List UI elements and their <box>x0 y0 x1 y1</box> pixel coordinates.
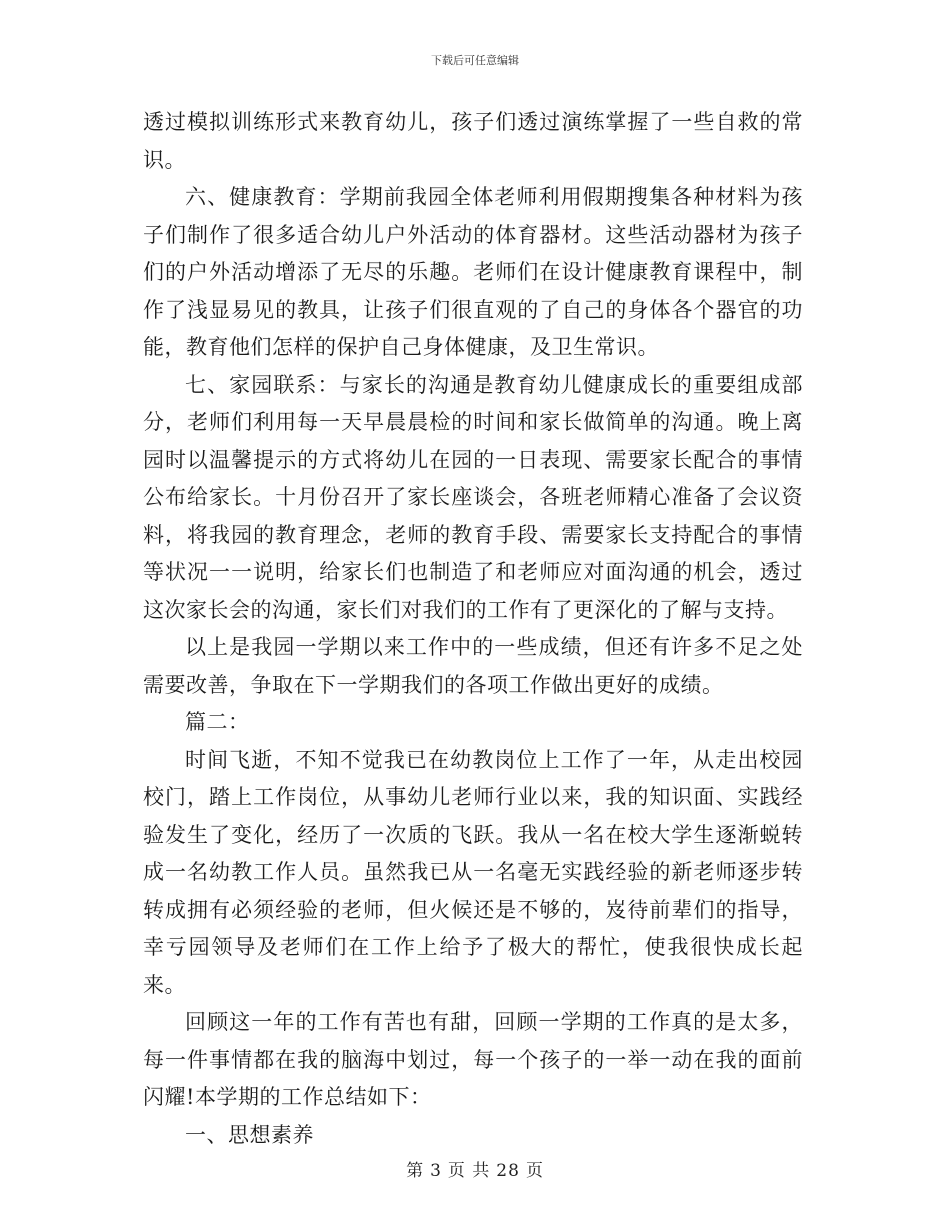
page-header: 下载后可任意编辑 <box>431 54 519 67</box>
footer-middle: 页 共 <box>447 1161 491 1181</box>
paragraph-3: 七、家园联系：与家长的沟通是教育幼儿健康成长的重要组成部分，老师们利用每一天早晨晨检的时间和家长做简单的沟通。晚上离园时以温馨提示的方式将幼儿在园的一日表现、需要家长配合的事情公布给家长。十月份召开了家长座谈会，各班老师精心准备了会议资料，将我园的教育理念，老师的教育手段、需要家长支持配合的事情等状况一一说明，给家长们也制造了和老师应对面沟通的机会，透过这次家长会的沟通，家长们对我们的工作有了更深化的了解与支持。 <box>143 372 803 622</box>
footer-prefix: 第 <box>406 1161 425 1181</box>
page-footer <box>0 1156 950 1181</box>
paragraph-6: 回顾这一年的工作有苦也有甜，回顾一学期的工作真的是太多，每一件事情都在我的脑海中划过，每一个孩子的一举一动在我的面前闪耀!本学期的工作总结如下： <box>143 1010 803 1109</box>
footer-page-number: 3 <box>430 1161 442 1181</box>
paragraph-1: 透过模拟训练形式来教育幼儿，孩子们透过演练掌握了一些自救的常识。 <box>143 110 803 172</box>
paragraph-2: 六、健康教育：学期前我园全体老师利用假期搜集各种材料为孩子们制作了很多适合幼儿户外活动的体育器材。这些活动器材为孩子们的户外活动增添了无尽的乐趣。老师们在设计健康教育课程中，制作了浅显易见的教具，让孩子们很直观的了自己的身体各个器官的功能，教育他们怎样的保护自己身体健康，及卫生常识。 <box>143 185 803 359</box>
footer-total-pages: 28 <box>496 1161 520 1181</box>
section-heading-part-two: 篇二： <box>185 710 250 734</box>
footer-suffix: 页 <box>525 1161 544 1181</box>
paragraph-5: 时间飞逝，不知不觉我已在幼教岗位上工作了一年，从走出校园校门，踏上工作岗位，从事幼儿老师行业以来，我的知识面、实践经验发生了变化，经历了一次质的飞跃。我从一名在校大学生逐渐蜕转成一名幼教工作人员。虽然我已从一名毫无实践经验的新老师逐步转转成拥有必须经验的老师，但火候还是不够的，岌待前辈们的指导，幸亏园领导及老师们在工作上给予了极大的帮忙，使我很快成长起来。 <box>143 747 803 997</box>
section-heading-1: 一、思想素养 <box>185 1122 314 1147</box>
document-body <box>143 104 803 1154</box>
paragraph-4: 以上是我园一学期以来工作中的一些成绩，但还有许多不足之处需要改善，争取在下一学期我们的各项工作做出更好的成绩。 <box>143 635 803 697</box>
